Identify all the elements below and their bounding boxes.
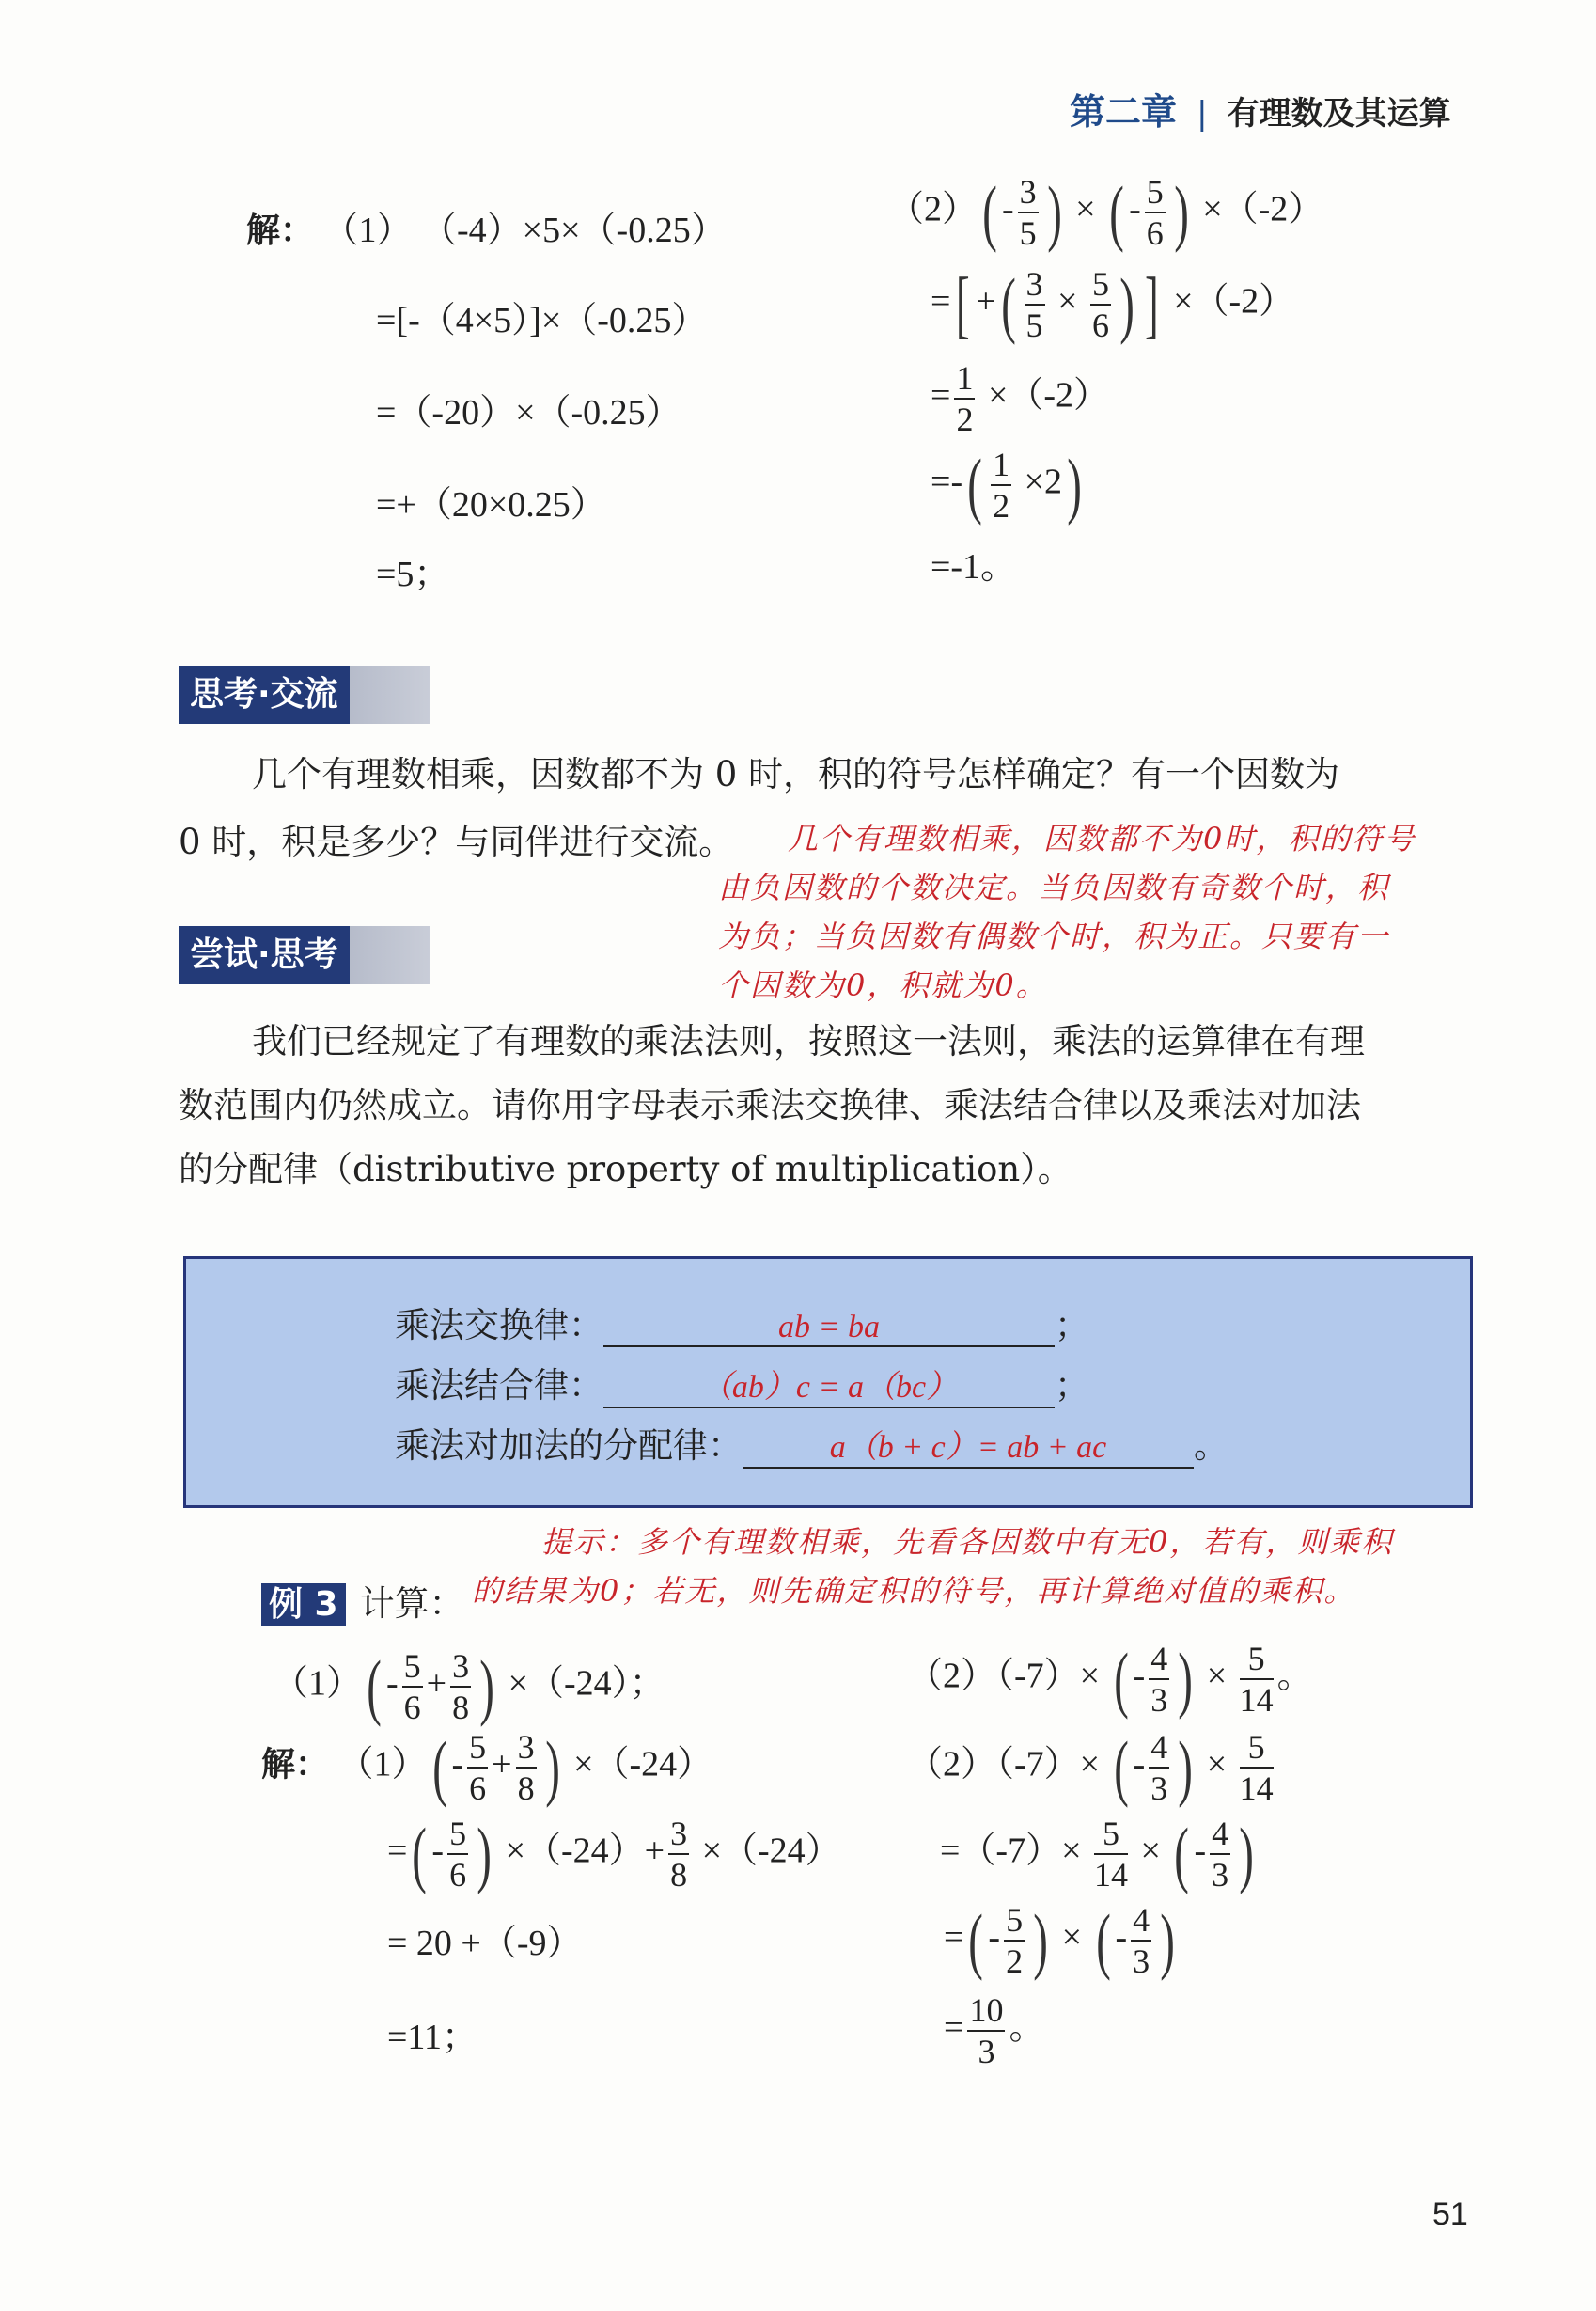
example3-problem2: （2）（-7）× ( - $\frac{4}{3}$ ) × $\frac{5}{14}$ 。 (907, 1638, 1313, 1720)
example-title: 计算： (359, 1583, 464, 1624)
hint-line2: 的结果为0；若无，则先确定积的符号，再计算绝对值的乘积。 (472, 1573, 1356, 1609)
laws-box (183, 1256, 1473, 1508)
example3-solution1-line1: 解： （1）( - $\frac{5}{6}$ + $\frac{3}{8}$ ) ×（-24） (261, 1726, 713, 1808)
solution1-line4: =+（20×0.25） (376, 485, 606, 525)
hint-line1: 提示：多个有理数相乘，先看各因数中有无0，若有，则乘积 (541, 1524, 1394, 1560)
solution1-line3: =（-20）×（-0.25） (376, 393, 681, 432)
think-note-line1: 几个有理数相乘，因数都不为0时，积的符号 (788, 821, 1416, 857)
example-tag: 例 3 (261, 1583, 346, 1626)
solution2-line3: = $\frac{1}{2}$ ×（-2） (931, 359, 1110, 438)
chapter-label: 第二章 (1070, 91, 1178, 133)
solution1-line1: 解： （1） （-4）×5×（-0.25） (246, 211, 727, 250)
example3-solution2-line4: = $\frac{10}{3}$ 。 (944, 1991, 1045, 2070)
associative-answer: （ab）c = a（bc） (603, 1360, 1055, 1408)
try-text-line1: 我们已经规定了有理数的乘法法则，按照这一法则，乘法的运算律在有理 (252, 1021, 1365, 1061)
example3-solution1-line3: = 20 +（-9） (387, 1924, 583, 1963)
solution2-line5: =-1。 (931, 547, 1017, 587)
try-text-line3: 的分配律（distributive property of multiplication）。 (179, 1149, 1072, 1189)
think-note-line3: 为负；当负因数有偶数个时，积为正。只要有一 (718, 919, 1390, 954)
distributive-law: 乘法对加法的分配律： a（b + c）= ab + ac 。 (395, 1417, 1228, 1469)
distributive-answer: a（b + c）= ab + ac (743, 1421, 1194, 1469)
example3-solution1-line2: =( - $\frac{5}{6}$ ) ×（-24）+ $\frac{3}{8}$ ×（-24） (387, 1813, 841, 1894)
think-text-line2: 0 时，积是多少？与同伴进行交流。 (179, 822, 734, 862)
think-note-line4: 个因数为0，积就为0。 (718, 967, 1048, 1003)
example3-solution1-line4: =11； (387, 2018, 478, 2057)
commutative-law: 乘法交换律： ab = ba ； (395, 1305, 1089, 1345)
try-section-label: 尝试·思考 (179, 926, 350, 984)
solution1-line5: =5； (376, 555, 450, 594)
header-separator: | (1197, 95, 1208, 133)
page-number: 51 (1432, 2196, 1468, 2232)
solution2-line1: （2）( - $\frac{3}{5}$ ) × ( - $\frac{5}{6}$ ) ×（-2） (888, 171, 1324, 253)
example3-heading (261, 1572, 464, 1636)
example3-solution2-line1: （2）（-7）× ( - $\frac{4}{3}$ ) × $\frac{5}{14}$ (907, 1726, 1274, 1808)
running-header (1070, 83, 1451, 134)
think-note-line2: 由负因数的个数决定。当负因数有奇数个时，积 (718, 870, 1390, 905)
example3-solution2-line3: =( - $\frac{5}{2}$ ) × ( - $\frac{4}{3}$ ) (944, 1899, 1175, 1981)
try-text-line2: 数范围内仍然成立。请你用字母表示乘法交换律、乘法结合律以及乘法对加法 (179, 1085, 1361, 1125)
solution2-line4: =-( $\frac{1}{2}$ ×2) (931, 444, 1082, 526)
think-text-line1: 几个有理数相乘，因数都不为 0 时，积的符号怎样确定？有一个因数为 (252, 754, 1340, 794)
chapter-topic: 有理数及其运算 (1227, 95, 1451, 133)
associative-law: 乘法结合律： （ab）c = a（bc） ； (395, 1357, 1089, 1408)
think-section-label: 思考·交流 (179, 666, 350, 724)
solution2-line2: =[ +( $\frac{3}{5}$ × $\frac{5}{6}$ ) ] ×（-2） (931, 263, 1295, 346)
example3-solution2-line2: =（-7）× $\frac{5}{14}$ × ( - $\frac{4}{3}$ ) (940, 1813, 1254, 1894)
solution1-line2: =[-（4×5）]×（-0.25） (376, 301, 708, 340)
example3-problem1: （1）( - $\frac{5}{6}$ + $\frac{3}{8}$ ) ×（-24）； (273, 1645, 665, 1727)
commutative-answer: ab = ba (603, 1310, 1055, 1347)
